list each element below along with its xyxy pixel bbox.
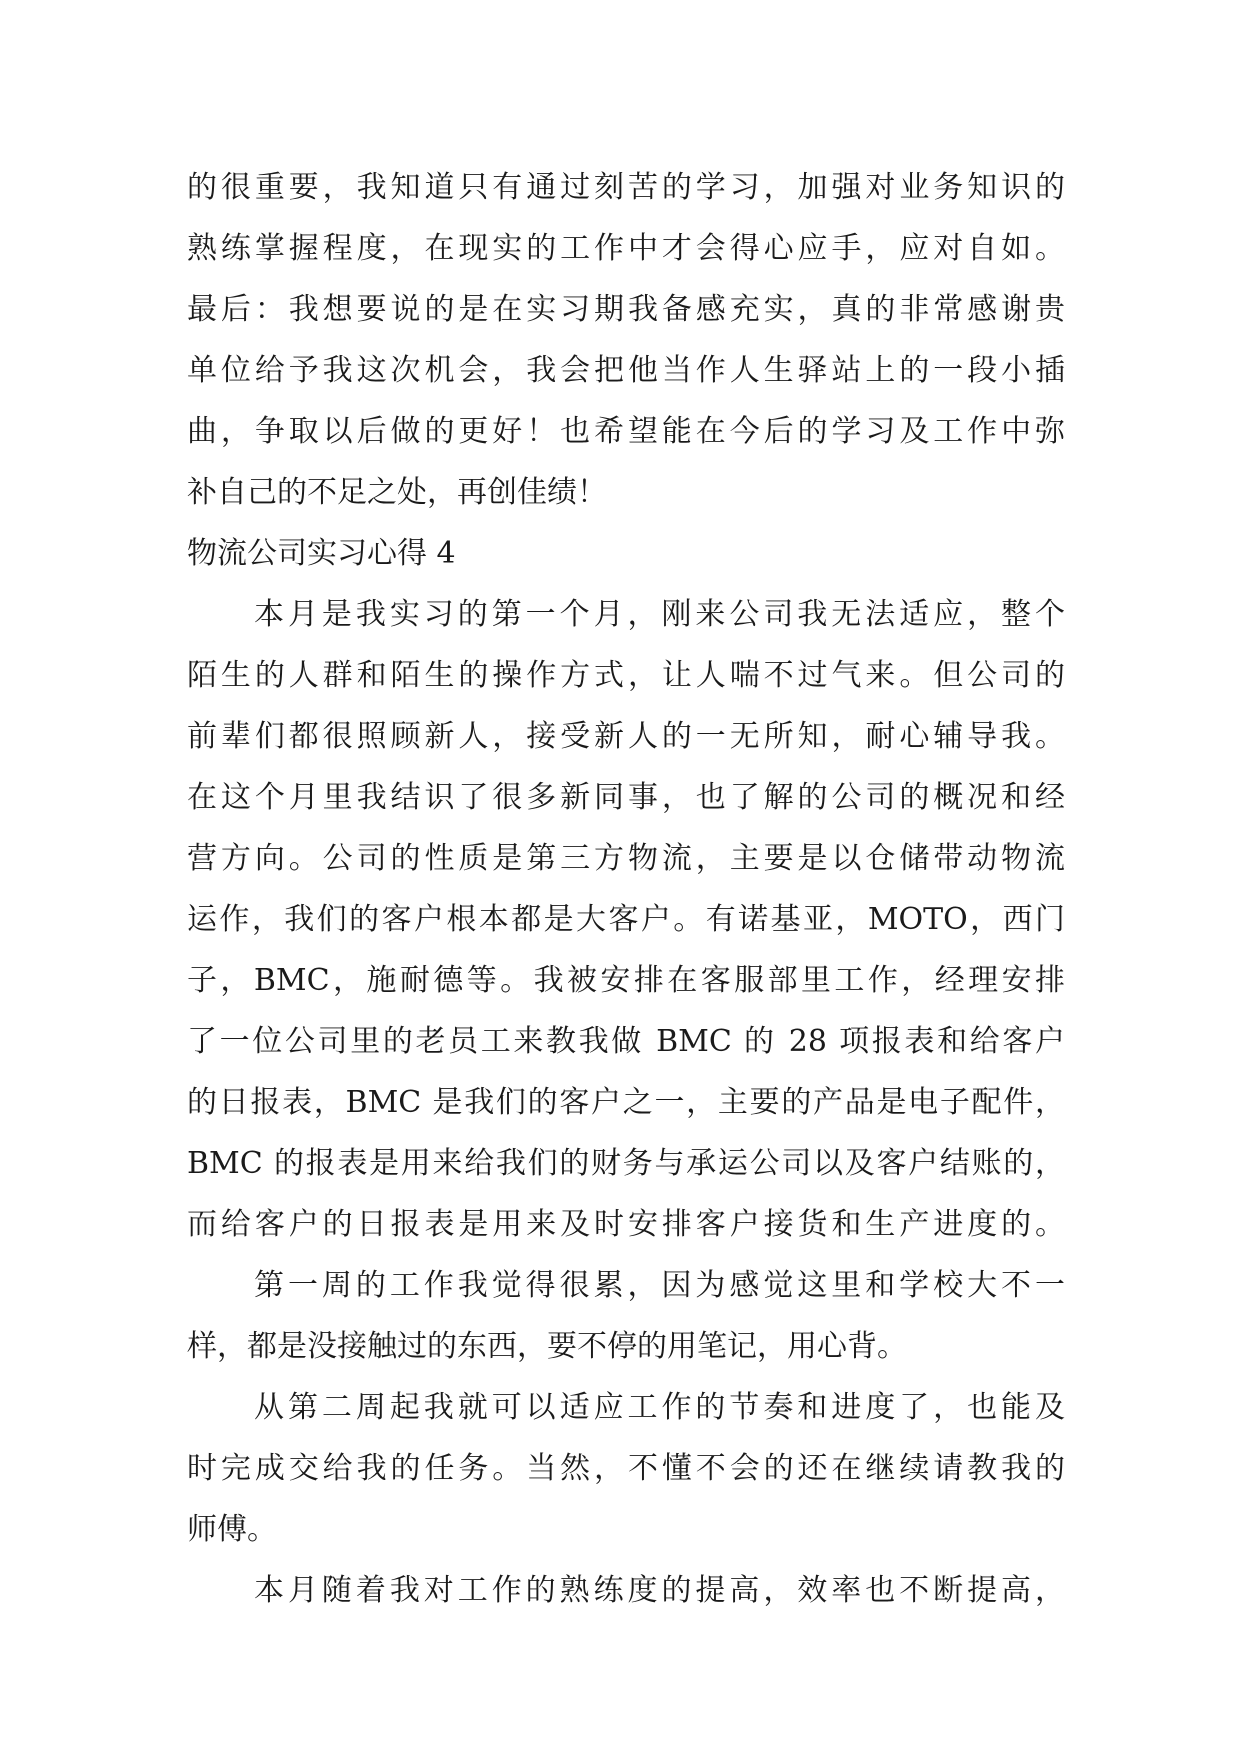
paragraph-first-line: 第一周的工作我觉得很累，因为感觉这里和学校大不一 <box>254 1268 1065 1303</box>
text-line: 陌生的人群和陌生的操作方式，让人喘不过气来。但公司的 <box>187 658 1065 693</box>
text-line: 曲，争取以后做的更好！也希望能在今后的学习及工作中弥 <box>187 414 1065 449</box>
text-line: 熟练掌握程度，在现实的工作中才会得心应手，应对自如。 <box>187 231 1065 266</box>
text-line: 运作，我们的客户根本都是大客户。有诺基亚，MOTO，西门 <box>187 902 1065 937</box>
text-line: 补自己的不足之处，再创佳绩！ <box>187 475 607 510</box>
text-line: 的很重要，我知道只有通过刻苦的学习，加强对业务知识的 <box>187 170 1065 205</box>
paragraph-first-line: 本月随着我对工作的熟练度的提高，效率也不断提高， <box>254 1573 1065 1608</box>
text-line: 最后：我想要说的是在实习期我备感充实，真的非常感谢贵 <box>187 292 1065 327</box>
text-line: 时完成交给我的任务。当然，不懂不会的还在继续请教我的 <box>187 1451 1065 1486</box>
text-line: 营方向。公司的性质是第三方物流，主要是以仓储带动物流 <box>187 841 1065 876</box>
section-heading: 物流公司实习心得 4 <box>187 536 456 571</box>
text-line: 而给客户的日报表是用来及时安排客户接货和生产进度的。 <box>187 1207 1065 1242</box>
paragraph-first-line: 本月是我实习的第一个月，刚来公司我无法适应，整个 <box>254 597 1065 632</box>
text-line: 样，都是没接触过的东西，要不停的用笔记，用心背。 <box>187 1329 907 1364</box>
paragraph-first-line: 从第二周起我就可以适应工作的节奏和进度了，也能及 <box>254 1390 1065 1425</box>
text-line: 师傅。 <box>187 1512 277 1547</box>
text-line: 的日报表，BMC 是我们的客户之一，主要的产品是电子配件， <box>187 1085 1065 1120</box>
text-line: 子，BMC，施耐德等。我被安排在客服部里工作，经理安排 <box>187 963 1065 998</box>
text-line: BMC 的报表是用来给我们的财务与承运公司以及客户结账的， <box>187 1146 1065 1181</box>
text-line: 在这个月里我结识了很多新同事，也了解的公司的概况和经 <box>187 780 1065 815</box>
document-body <box>187 157 1065 1621</box>
text-line: 单位给予我这次机会，我会把他当作人生驿站上的一段小插 <box>187 353 1065 388</box>
text-line: 了一位公司里的老员工来教我做 BMC 的 28 项报表和给客户 <box>187 1024 1065 1059</box>
text-line: 前辈们都很照顾新人，接受新人的一无所知，耐心辅导我。 <box>187 719 1065 754</box>
